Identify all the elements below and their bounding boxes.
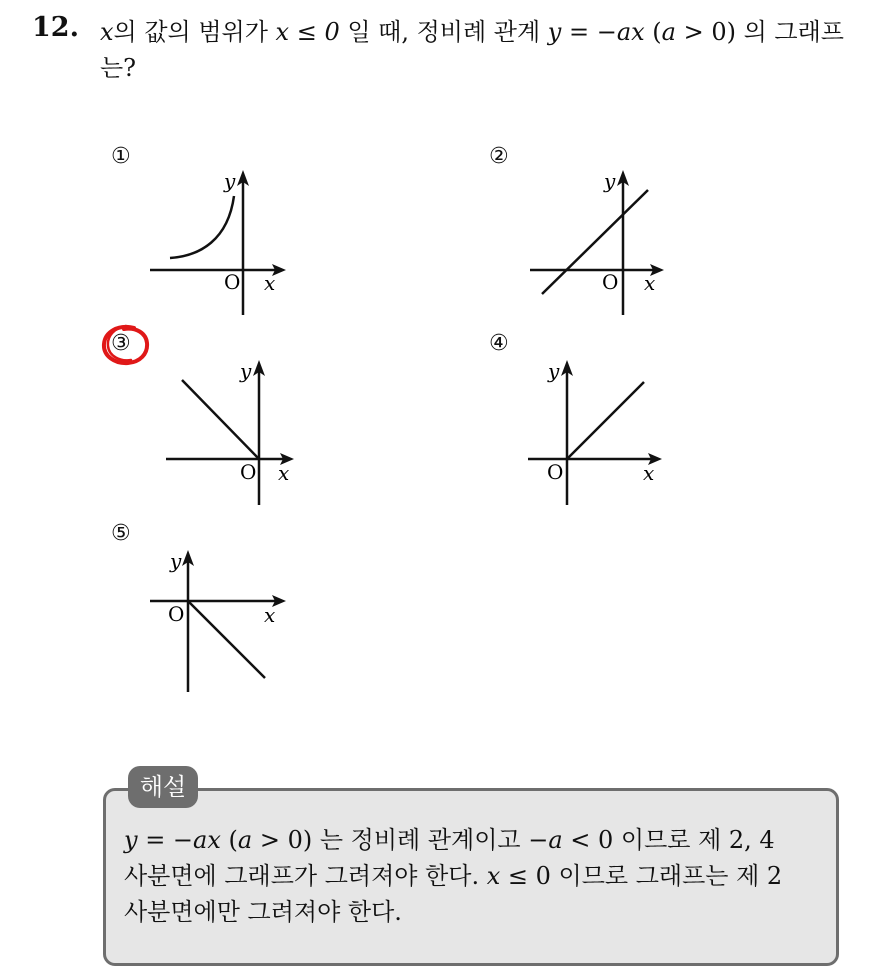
y-axis-label: y	[548, 359, 560, 383]
choice-4-graph	[520, 350, 680, 510]
x-axis-label: x	[264, 603, 276, 627]
x-axis-label: x	[643, 461, 655, 485]
x-axis-label: x	[264, 271, 276, 295]
selected-answer-circle-mark	[100, 322, 152, 368]
choice-1-label[interactable]: ①	[111, 144, 131, 169]
var-x: x	[100, 18, 114, 46]
solution-tag: 해설	[128, 766, 198, 808]
x-axis-label: x	[278, 461, 290, 485]
y-axis-label: y	[240, 359, 252, 383]
question-text: x의 값의 범위가 x ≤ 0 일 때, 정비례 관계 y = −ax (a > 0) 의 그래프 는?	[100, 18, 844, 82]
question-number: 12.	[32, 12, 79, 43]
y-axis-label: y	[170, 549, 182, 573]
x-axis-label: x	[644, 271, 656, 295]
origin-label: O	[240, 460, 257, 484]
solution-text: y = −ax (a > 0) 는 정비례 관계이고 −a < 0 이므로 제 2, 4 사분면에 그래프가 그려져야 한다. x ≤ 0 이므로 그래프는 제 2 사분면에만 그려져야 한다.	[124, 826, 783, 926]
choice-2-label[interactable]: ②	[489, 144, 509, 169]
y-axis-label: y	[604, 169, 616, 193]
origin-label: O	[224, 270, 241, 294]
choice-5-graph	[140, 540, 300, 700]
origin-label: O	[168, 602, 185, 626]
choice-3-graph	[156, 350, 316, 510]
choice-2-graph	[520, 160, 680, 320]
y-axis-label: y	[224, 169, 236, 193]
origin-label: O	[547, 460, 564, 484]
choice-1-graph	[140, 160, 300, 320]
choice-3-label[interactable]: ③	[111, 331, 131, 356]
choice-5-label[interactable]: ⑤	[111, 521, 131, 546]
choice-4-label[interactable]: ④	[489, 331, 509, 356]
question-text-line2: 는?	[100, 54, 137, 82]
origin-label: O	[602, 270, 619, 294]
